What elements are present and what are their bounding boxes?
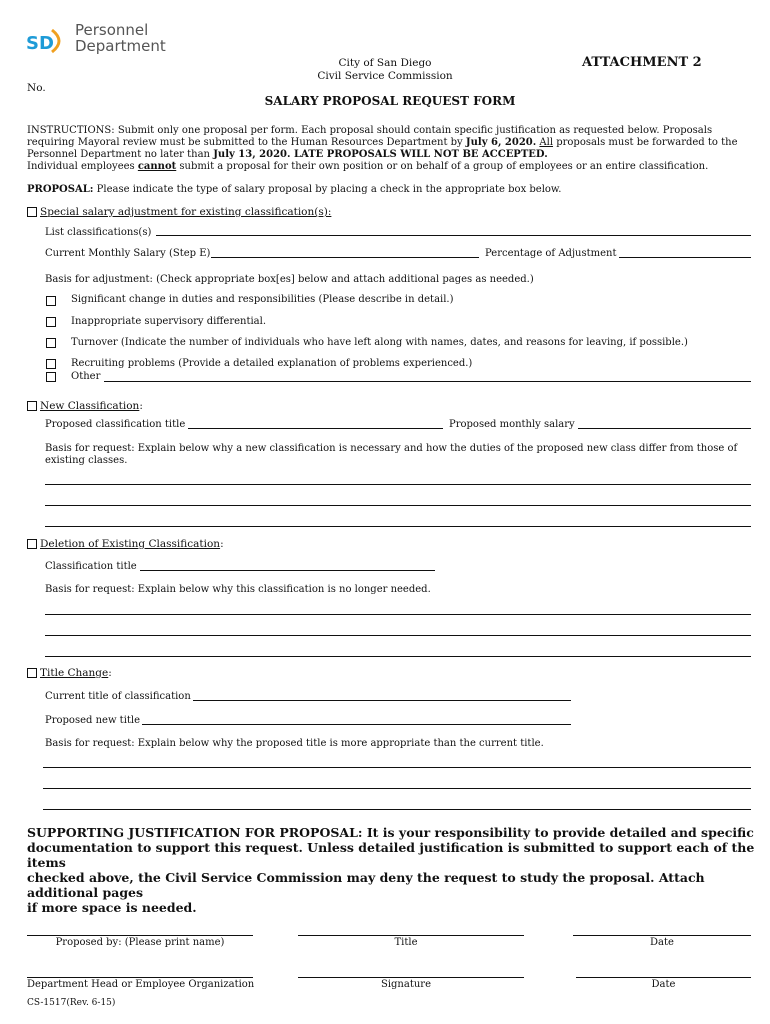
title-label: Title xyxy=(394,937,418,948)
special-adjustment-checkbox[interactable] xyxy=(27,207,37,217)
proposed-by-field[interactable] xyxy=(27,935,253,936)
new-classification-checkbox[interactable] xyxy=(27,401,37,411)
deletion-title: Deletion of Existing Classification: xyxy=(40,538,224,550)
opt-duties-label: Significant change in duties and responsibilities (Please describe in detail.) xyxy=(71,294,454,305)
logo-line2: Department xyxy=(75,37,166,55)
proposed-salary-field[interactable] xyxy=(578,428,751,429)
opt-recruiting-checkbox[interactable] xyxy=(46,359,56,369)
deletion-response-line[interactable] xyxy=(45,656,751,657)
logo-mark-text: SD xyxy=(26,33,54,54)
signature-field[interactable] xyxy=(298,977,524,978)
deletion-response-line[interactable] xyxy=(45,635,751,636)
form-code: CS-1517(Rev. 6-15) xyxy=(27,998,116,1008)
percentage-field[interactable] xyxy=(619,257,751,258)
proposed-title-field[interactable] xyxy=(188,428,443,429)
proposed-by-label: Proposed by: (Please print name) xyxy=(55,937,225,948)
opt-duties-checkbox[interactable] xyxy=(46,296,56,306)
list-classifications-field[interactable] xyxy=(156,235,751,236)
new-classification-title: New Classification: xyxy=(40,400,143,412)
date-label-1: Date xyxy=(650,937,674,948)
current-salary-field[interactable] xyxy=(211,257,479,258)
proposed-salary-label: Proposed monthly salary xyxy=(449,419,575,430)
dept-head-field[interactable] xyxy=(27,977,253,978)
date-field-1[interactable] xyxy=(573,935,751,936)
opt-turnover-label: Turnover (Indicate the number of individuals who have left along with names, dates, and reasons for leaving, if possible.) xyxy=(71,337,688,348)
form-number-label: No. xyxy=(27,82,46,94)
attachment-label: ATTACHMENT 2 xyxy=(582,55,702,70)
deletion-checkbox[interactable] xyxy=(27,539,37,549)
opt-recruiting-label: Recruiting problems (Provide a detailed explanation of problems experienced.) xyxy=(71,358,473,369)
opt-supervisory-checkbox[interactable] xyxy=(46,317,56,327)
deletion-response-line[interactable] xyxy=(45,614,751,615)
supporting-justification: SUPPORTING JUSTIFICATION FOR PROPOSAL: It is your responsibility to provide detailed and specific documentation to support this request. Unless detailed justification is submitted to support each of the items checked above, the Civil Service Commission may deny the request to study the proposal. Attach additional pages if more space is needed. xyxy=(27,825,755,915)
logo-line1: Personnel xyxy=(75,21,149,39)
percentage-label: Percentage of Adjustment xyxy=(485,248,617,259)
current-title-label: Current title of classification xyxy=(45,691,191,702)
title-change-title: Title Change: xyxy=(40,667,112,679)
date-field-2[interactable] xyxy=(576,977,751,978)
newclass-response-line[interactable] xyxy=(45,484,751,485)
title-change-basis: Basis for request: Explain below why the proposed title is more appropriate than the current title. xyxy=(45,738,544,749)
newclass-basis-line2: existing classes. xyxy=(45,455,128,466)
title-field[interactable] xyxy=(298,935,524,936)
current-salary-label: Current Monthly Salary (Step E) xyxy=(45,248,211,259)
list-classifications-label: List classifications(s) xyxy=(45,227,152,238)
classification-title-label: Classification title xyxy=(45,561,137,572)
proposal-instruction: PROPOSAL: Please indicate the type of salary proposal by placing a check in the appropriate box below. xyxy=(27,184,562,195)
basis-adjustment-label: Basis for adjustment: (Check appropriate box[es] below and attach additional pages as needed.) xyxy=(45,274,534,285)
newclass-response-line[interactable] xyxy=(45,526,751,527)
deletion-basis: Basis for request: Explain below why this classification is no longer needed. xyxy=(45,584,431,595)
newclass-basis-line1: Basis for request: Explain below why a new classification is necessary and how the duties of the proposed new class differ from those of xyxy=(45,443,738,454)
sd-logo-icon xyxy=(26,28,68,54)
opt-other-checkbox[interactable] xyxy=(46,372,56,382)
classification-title-field[interactable] xyxy=(140,570,435,571)
title-change-response-line[interactable] xyxy=(43,767,751,768)
title-change-response-line[interactable] xyxy=(43,809,751,810)
new-title-label: Proposed new title xyxy=(45,715,141,726)
proposed-title-label: Proposed classification title xyxy=(45,419,186,430)
signature-label: Signature xyxy=(380,979,431,990)
header-commission: Civil Service Commission xyxy=(317,70,453,82)
dept-head-label: Department Head or Employee Organization xyxy=(27,979,255,990)
page-title: SALARY PROPOSAL REQUEST FORM xyxy=(264,94,516,108)
header-city: City of San Diego xyxy=(338,57,432,69)
opt-turnover-checkbox[interactable] xyxy=(46,338,56,348)
opt-supervisory-label: Inappropriate supervisory differential. xyxy=(71,316,267,327)
special-adjustment-title: Special salary adjustment for existing classification(s): xyxy=(40,206,332,218)
current-title-field[interactable] xyxy=(193,700,571,701)
opt-other-field[interactable] xyxy=(104,381,751,382)
new-title-field[interactable] xyxy=(142,724,571,725)
date-label-2: Date xyxy=(651,979,676,990)
title-change-checkbox[interactable] xyxy=(27,668,37,678)
opt-other-label: Other xyxy=(71,371,101,382)
instructions: INSTRUCTIONS: Submit only one proposal per form. Each proposal should contain specific justification as requested below. Proposals requiring Mayoral review must be submitted to the Human Resources Department by July 6, 2020. All proposals must be forwarded to the Personnel Department no later than July 13, 2020. LATE PROPOSALS WILL NOT BE ACCEPTED. Individual employees cannot submit a proposal for their own position or on behalf of a group of employees or an entire classification. xyxy=(27,125,738,172)
title-change-response-line[interactable] xyxy=(43,788,751,789)
newclass-response-line[interactable] xyxy=(45,505,751,506)
